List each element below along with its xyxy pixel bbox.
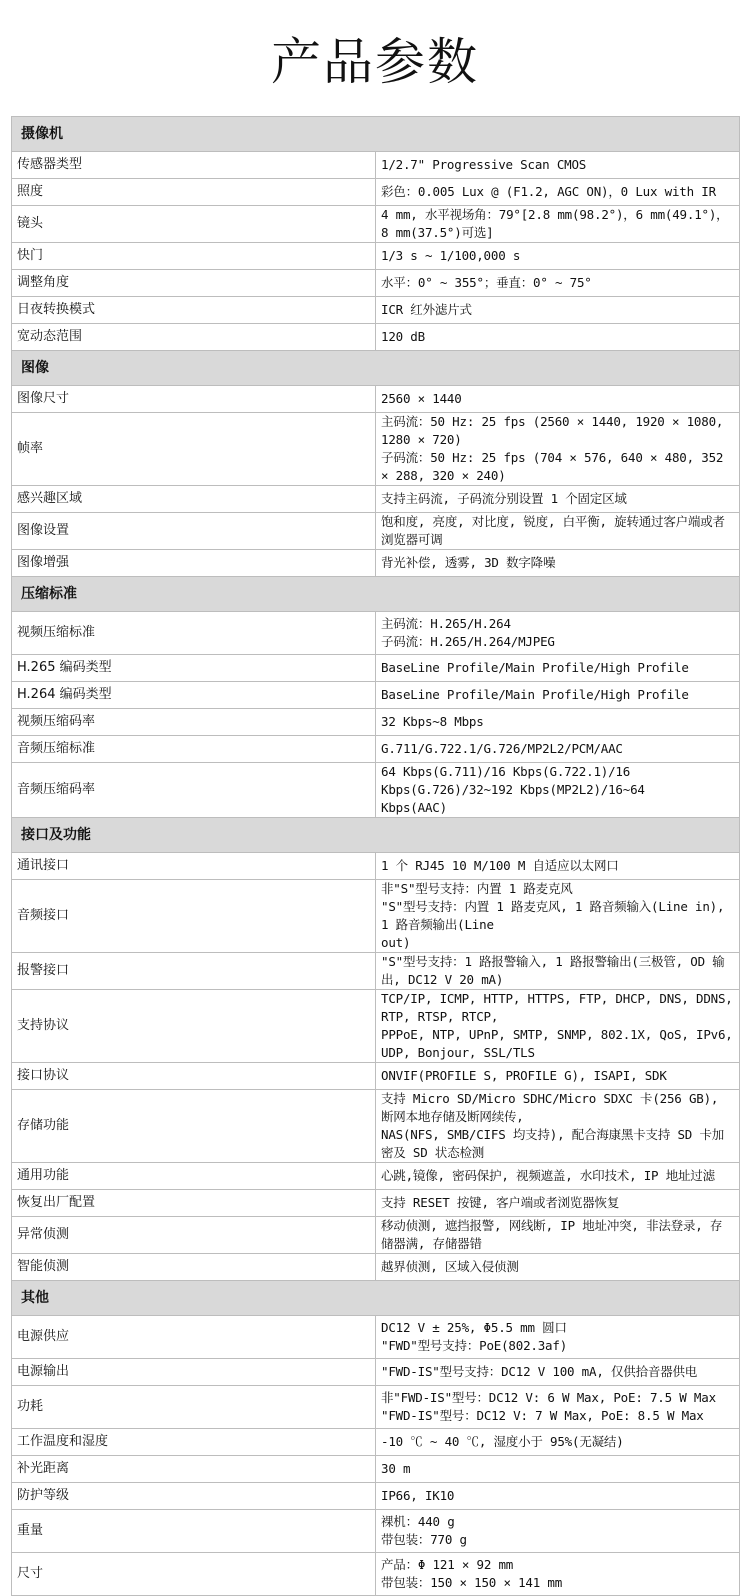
section-title: 其他 [12,1281,740,1316]
spec-value [376,297,740,324]
spec-value-line: 子码流：H.265/H.264/MJPEG [381,634,555,649]
spec-row [12,1553,740,1596]
spec-row [12,1456,740,1483]
spec-row [12,1386,740,1429]
spec-label: H.265 编码类型 [12,655,376,682]
spec-value [376,655,740,682]
spec-value [376,853,740,880]
spec-row [12,1190,740,1217]
spec-label: 音频接口 [12,880,376,953]
spec-label: 视频压缩码率 [12,709,376,736]
spec-label: 功耗 [12,1386,376,1429]
spec-label: 工作温度和湿度 [12,1429,376,1456]
spec-value-line: 支持 RESET 按键, 客户端或者浏览器恢复 [381,1195,620,1210]
spec-row [12,152,740,179]
spec-row [12,243,740,270]
spec-row [12,953,740,990]
spec-value [376,1217,740,1254]
spec-value [376,1163,740,1190]
spec-label: 接口协议 [12,1063,376,1090]
spec-value [376,682,740,709]
spec-value-line: "FWD"型号支持：PoE(802.3af) [381,1338,568,1353]
spec-label: 感兴趣区域 [12,486,376,513]
spec-value-line: 裸机：440 g [381,1514,455,1529]
spec-row [12,736,740,763]
spec-row [12,709,740,736]
spec-value-line: Kbps(AAC) [381,800,447,815]
spec-value-line: 非"S"型号支持：内置 1 路麦克风 [381,881,573,896]
spec-value-line: 子码流：50 Hz: 25 fps (704 × 576, 640 × 480, 352 × 288, 320 × 240) [381,450,724,483]
spec-row [12,880,740,953]
spec-label: 智能侦测 [12,1254,376,1281]
spec-value-line: DC12 V ± 25%, Φ5.5 mm 圆口 [381,1320,567,1335]
spec-row [12,1359,740,1386]
spec-value-line: 2560 × 1440 [381,391,462,406]
spec-value-line: 120 dB [381,329,425,344]
spec-row [12,1316,740,1359]
spec-label: 视频压缩标准 [12,612,376,655]
spec-value [376,1429,740,1456]
spec-row [12,1163,740,1190]
spec-row [12,990,740,1063]
spec-label: 图像增强 [12,550,376,577]
spec-value [376,486,740,513]
spec-value [376,612,740,655]
section-header [12,1281,740,1316]
spec-value [376,243,740,270]
spec-row [12,763,740,818]
spec-value [376,1483,740,1510]
spec-label: H.264 编码类型 [12,682,376,709]
spec-row [12,1217,740,1254]
spec-value [376,1090,740,1163]
spec-value [376,736,740,763]
spec-row [12,206,740,243]
spec-row [12,1429,740,1456]
spec-label: 尺寸 [12,1553,376,1596]
spec-value-line: 饱和度, 亮度, 对比度, 锐度, 白平衡, 旋转通过客户端或者浏览器可调 [381,514,725,547]
spec-label: 恢复出厂配置 [12,1190,376,1217]
spec-row [12,655,740,682]
spec-value [376,270,740,297]
spec-value [376,1316,740,1359]
spec-row [12,1090,740,1163]
spec-label: 帧率 [12,413,376,486]
spec-value-line: out) [381,935,411,950]
spec-row [12,413,740,486]
spec-value-line: 主码流：50 Hz: 25 fps (2560 × 1440, 1920 × 1080, 1280 × 720) [381,414,724,447]
spec-value-line: 支持主码流, 子码流分别设置 1 个固定区域 [381,491,627,506]
spec-value [376,1254,740,1281]
spec-value-line: "S"型号支持：1 路报警输入, 1 路报警输出(三极管, OD 输出, DC12 V 20 mA) [381,954,725,987]
spec-table-body [12,117,740,1596]
spec-value-line: 产品：Φ 121 × 92 mm [381,1557,514,1572]
spec-row [12,1510,740,1553]
spec-value-line: 64 Kbps(G.711)/16 Kbps(G.722.1)/16 Kbps(G.726)/32~192 Kbps(MP2L2)/16~64 [381,764,645,797]
spec-value [376,1456,740,1483]
spec-value-line: 带包装：770 g [381,1532,467,1547]
spec-value-line: "FWD-IS"型号：DC12 V: 7 W Max, PoE: 8.5 W Max [381,1408,704,1423]
spec-label: 重量 [12,1510,376,1553]
spec-value-line: 背光补偿, 透雾, 3D 数字降噪 [381,555,556,570]
spec-value-line: TCP/IP, ICMP, HTTP, HTTPS, FTP, DHCP, DNS, DDNS, RTP, RTSP, RTCP, [381,991,733,1024]
spec-label: 防护等级 [12,1483,376,1510]
spec-label: 异常侦测 [12,1217,376,1254]
spec-value-line: -10 ℃ ~ 40 ℃, 湿度小于 95%(无凝结) [381,1434,624,1449]
spec-row [12,270,740,297]
spec-value [376,386,740,413]
spec-value-line: NAS(NFS, SMB/CIFS 均支持), 配合海康黑卡支持 SD 卡加密及 SD 状态检测 [381,1127,725,1160]
spec-label: 图像设置 [12,513,376,550]
section-title: 接口及功能 [12,818,740,853]
spec-label: 通讯接口 [12,853,376,880]
spec-value-line: ONVIF(PROFILE S, PROFILE G), ISAPI, SDK [381,1068,667,1083]
spec-value-line: 心跳,镜像, 密码保护, 视频遮盖, 水印技术, IP 地址过滤 [381,1168,715,1183]
spec-label: 镜头 [12,206,376,243]
spec-value-line: 1 个 RJ45 10 M/100 M 自适应以太网口 [381,858,619,873]
section-header [12,117,740,152]
spec-value [376,763,740,818]
page-title: 产品参数 [271,33,479,91]
spec-value [376,1190,740,1217]
section-header [12,577,740,612]
spec-table [11,116,740,1596]
spec-value-line: PPPoE, NTP, UPnP, SMTP, SNMP, 802.1X, QoS, IPv6, UDP, Bonjour, SSL/TLS [381,1027,733,1060]
spec-value-line: 彩色：0.005 Lux @ (F1.2, AGC ON)，0 Lux with IR [381,184,716,199]
spec-value-line: 越界侦测, 区域入侵侦测 [381,1259,519,1274]
spec-label: 传感器类型 [12,152,376,179]
spec-value [376,1359,740,1386]
spec-value [376,179,740,206]
spec-row [12,324,740,351]
spec-value [376,1063,740,1090]
section-header [12,818,740,853]
spec-row [12,682,740,709]
spec-value-line: BaseLine Profile/Main Profile/High Profile [381,660,689,675]
spec-value [376,709,740,736]
spec-value [376,1510,740,1553]
spec-label: 调整角度 [12,270,376,297]
spec-value-line: 带包装：150 × 150 × 141 mm [381,1575,563,1590]
spec-row [12,179,740,206]
spec-row [12,1063,740,1090]
spec-label: 电源供应 [12,1316,376,1359]
spec-value [376,324,740,351]
spec-value-line: 32 Kbps~8 Mbps [381,714,484,729]
spec-value-line: 30 m [381,1461,411,1476]
spec-value-line: 主码流：H.265/H.264 [381,616,511,631]
spec-label: 音频压缩码率 [12,763,376,818]
spec-label: 音频压缩标准 [12,736,376,763]
spec-value-line: 移动侦测, 遮挡报警, 网线断, IP 地址冲突, 非法登录, 存储器满, 存储器错 [381,1218,723,1251]
spec-row [12,513,740,550]
spec-value-line: BaseLine Profile/Main Profile/High Profile [381,687,689,702]
spec-value-line: 水平：0° ~ 355°；垂直：0° ~ 75° [381,275,592,290]
spec-label: 存储功能 [12,1090,376,1163]
section-title: 摄像机 [12,117,740,152]
spec-value [376,880,740,953]
spec-value [376,513,740,550]
spec-label: 支持协议 [12,990,376,1063]
spec-value [376,413,740,486]
spec-value-line: 非"FWD-IS"型号：DC12 V: 6 W Max, PoE: 7.5 W Max [381,1390,716,1405]
spec-label: 照度 [12,179,376,206]
spec-value-line: "FWD-IS"型号支持：DC12 V 100 mA, 仅供拾音器供电 [381,1364,698,1379]
spec-value-line: 4 mm, 水平视场角：79°[2.8 mm(98.2°)，6 mm(49.1°)，8 mm(37.5°)可选] [381,207,729,240]
section-title: 图像 [12,351,740,386]
spec-value [376,1553,740,1596]
spec-label: 通用功能 [12,1163,376,1190]
spec-row [12,550,740,577]
spec-row [12,853,740,880]
section-title: 压缩标准 [12,577,740,612]
spec-label: 补光距离 [12,1456,376,1483]
spec-label: 日夜转换模式 [12,297,376,324]
spec-label: 图像尺寸 [12,386,376,413]
section-header [12,351,740,386]
spec-row [12,386,740,413]
spec-value-line: G.711/G.722.1/G.726/MP2L2/PCM/AAC [381,741,623,756]
spec-row [12,486,740,513]
spec-label: 报警接口 [12,953,376,990]
spec-value [376,206,740,243]
spec-row [12,612,740,655]
spec-value-line: "S"型号支持：内置 1 路麦克风, 1 路音频输入(Line in), 1 路音频输出(Line [381,899,725,932]
spec-value-line: 1/3 s ~ 1/100,000 s [381,248,521,263]
spec-value-line: ICR 红外滤片式 [381,302,472,317]
spec-label: 电源输出 [12,1359,376,1386]
spec-value-line: 1/2.7" Progressive Scan CMOS [381,157,587,172]
spec-row [12,1254,740,1281]
spec-value [376,953,740,990]
spec-value-line: IP66, IK10 [381,1488,455,1503]
spec-value [376,990,740,1063]
spec-value-line: 支持 Micro SD/Micro SDHC/Micro SDXC 卡(256 GB), 断网本地存储及断网续传, [381,1091,719,1124]
spec-value [376,152,740,179]
spec-value [376,550,740,577]
spec-label: 宽动态范围 [12,324,376,351]
spec-label: 快门 [12,243,376,270]
spec-row [12,297,740,324]
spec-row [12,1483,740,1510]
spec-value [376,1386,740,1429]
